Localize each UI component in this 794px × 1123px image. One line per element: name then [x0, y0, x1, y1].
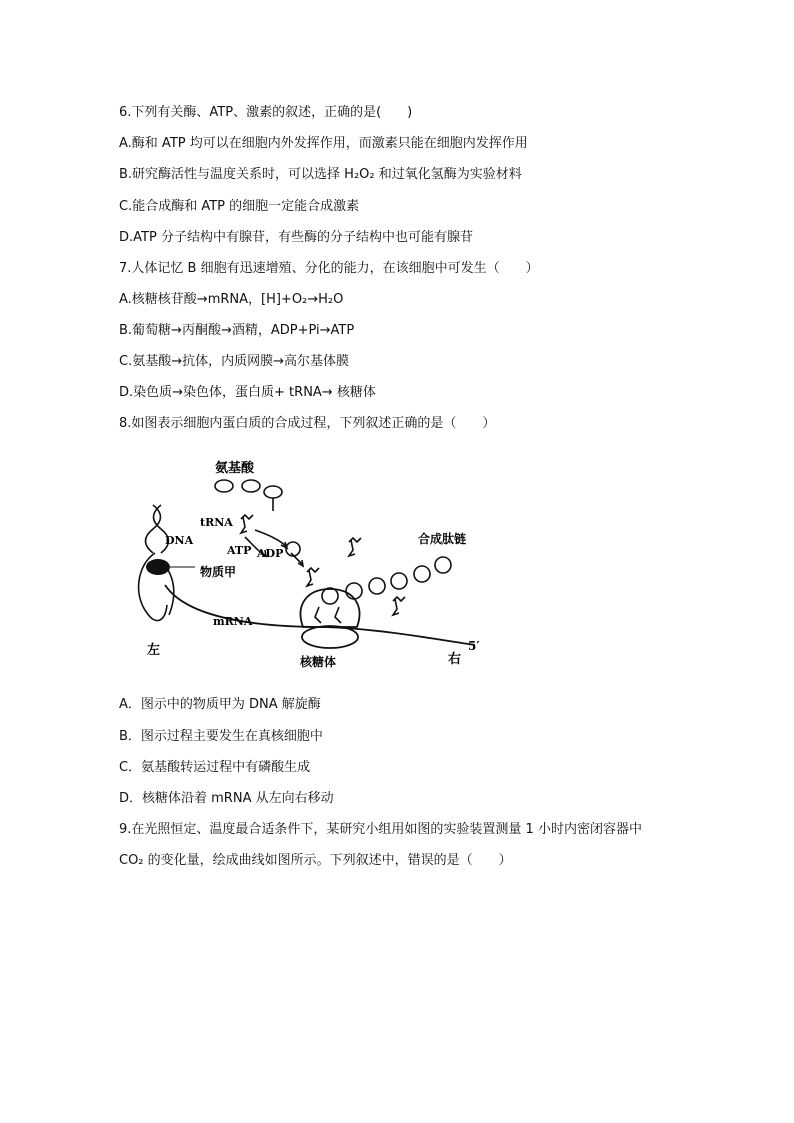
question-8-stem: 8.如图表示细胞内蛋白质的合成过程，下列叙述正确的是（ ）: [119, 416, 496, 431]
trna-icon-3: [307, 568, 319, 586]
amino-acid-2: [242, 480, 260, 492]
label-five-prime: 5′: [468, 639, 480, 653]
ribosome-large-subunit: [301, 589, 360, 627]
question-7-option-d: D.染色质→染色体，蛋白质+ tRNA→ 核糖体: [119, 385, 376, 400]
question-6-option-a: A.酶和 ATP 均可以在细胞内外发挥作用，而激素只能在细胞内发挥作用: [119, 136, 528, 151]
question-7-option-a: A.核糖核苷酸→mRNA，[H]+O₂→H₂O: [119, 292, 344, 307]
trna-icon-4: [393, 597, 405, 615]
label-ribosome: 核糖体: [300, 655, 337, 669]
peptide-bead-4: [391, 573, 407, 589]
question-8-option-b: B．图示过程主要发生在真核细胞中: [119, 729, 323, 744]
peptide-bead-2: [346, 583, 362, 599]
label-polypeptide: 合成肽链: [418, 532, 467, 546]
label-substance-jia: 物质甲: [200, 565, 237, 579]
ribosome-small-subunit: [302, 626, 358, 648]
question-8-option-d: D．核糖体沿着 mRNA 从左向右移动: [119, 791, 334, 806]
label-atp: ATP: [227, 544, 252, 557]
label-dna: DNA: [165, 534, 194, 547]
label-mrna: mRNA: [213, 615, 253, 628]
question-6-option-c: C.能合成酶和 ATP 的细胞一定能合成激素: [119, 199, 360, 214]
question-6-stem: 6.下列有关酶、ATP、激素的叙述，正确的是( ): [119, 105, 413, 120]
peptide-bead-5: [414, 566, 430, 582]
question-7-option-b: B.葡萄糖→丙酮酸→酒精，ADP+Pi→ATP: [119, 323, 355, 338]
arrow-1: [255, 530, 287, 547]
trna-icon-2: [349, 538, 361, 556]
question-6-option-b: B.研究酶活性与温度关系时，可以选择 H₂O₂ 和过氧化氢酶为实验材料: [119, 167, 522, 182]
peptide-bead-1: [322, 588, 338, 604]
peptide-bead-6: [435, 557, 451, 573]
question-7-stem: 7.人体记忆 B 细胞有迅速增殖、分化的能力，在该细胞中可发生（ ）: [119, 261, 539, 276]
label-trna: tRNA: [200, 516, 233, 529]
question-9-stem-line-2: CO₂ 的变化量，绘成曲线如图所示。下列叙述中，错误的是（ ）: [119, 853, 512, 868]
substance-jia: [146, 559, 170, 575]
amino-acid-1: [215, 480, 233, 492]
question-6-option-d: D.ATP 分子结构中有腺苷，有些酶的分子结构中也可能有腺苷: [119, 230, 473, 245]
question-7-option-c: C.氨基酸→抗体，内质网膜→高尔基体膜: [119, 354, 349, 369]
question-8-option-c: C．氨基酸转运过程中有磷酸生成: [119, 760, 311, 775]
label-adp: ADP: [257, 547, 284, 560]
amino-acid-3: [264, 486, 282, 498]
label-right: 右: [448, 652, 462, 667]
dna-strand-1: [146, 505, 161, 553]
label-left: 左: [147, 643, 161, 658]
mrna-strand: [165, 585, 475, 645]
trna-icon-1: [241, 515, 253, 533]
translation-diagram: [125, 455, 495, 675]
question-9-stem-line-1: 9.在光照恒定、温度最合适条件下，某研究小组用如图的实验装置测量 1 小时内密闭容器中: [119, 822, 642, 837]
question-8-option-a: A．图示中的物质甲为 DNA 解旋酶: [119, 697, 321, 712]
label-amino-acid: 氨基酸: [215, 461, 255, 476]
peptide-bead-3: [369, 578, 385, 594]
